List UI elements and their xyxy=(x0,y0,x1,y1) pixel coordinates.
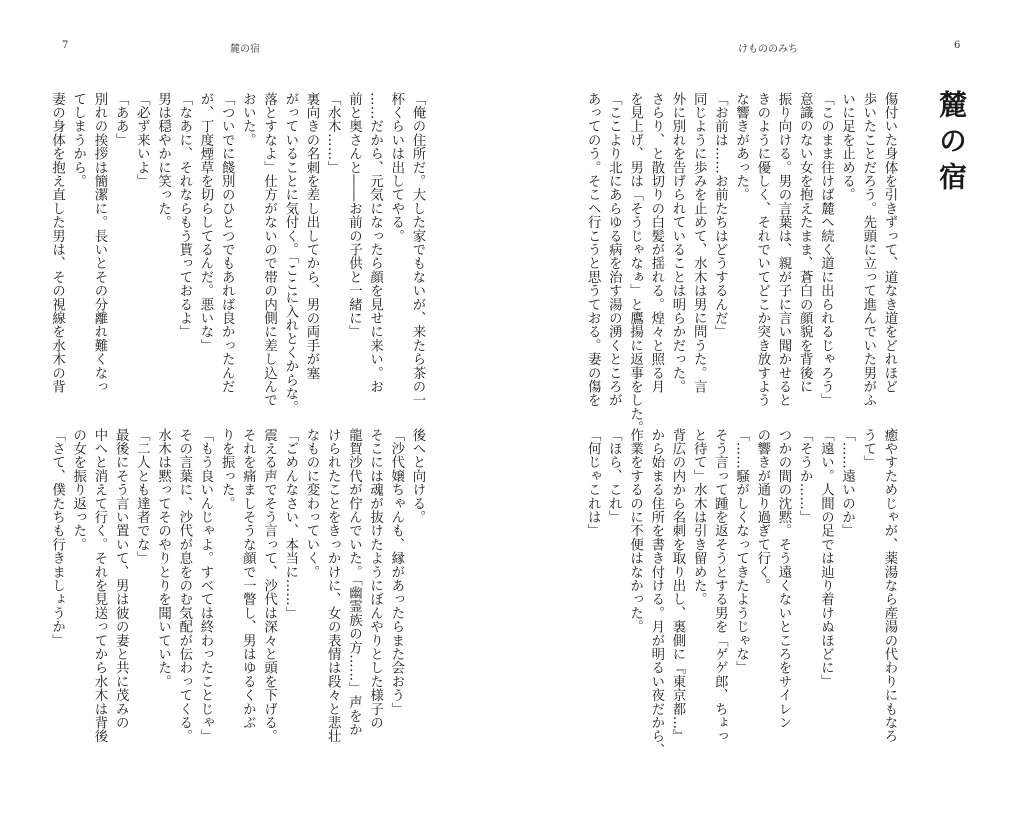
text-line: 「二人とも達者でな」 xyxy=(134,428,150,565)
text-line: 中へと消えて行く。それを見送ってから水木は背後 xyxy=(91,428,107,744)
text-line: 振り向ける。男の言葉は、親が子に言い聞かせると xyxy=(775,92,791,408)
text-line: 龍賀沙代が佇んでいた。「幽霊族の方……」声をか xyxy=(346,428,362,737)
text-line: 最後にそう言い置いて、男は彼の妻と共に茂みの xyxy=(113,428,129,730)
text-line: つかの間の沈黙。そう遠くないところをサイレン xyxy=(775,428,791,730)
text-line: 「必ず来いよ」 xyxy=(134,92,150,188)
text-line: な響きがあった。 xyxy=(733,92,749,202)
text-line: そこには魂が抜けたようにぼんやりとした様子の xyxy=(367,428,383,730)
text-line: 震える声でそう言って、沙代は深々と頭を下げる。 xyxy=(261,428,277,744)
text-line: 「ついでに餞別のひとつでもあれば良かったんだ xyxy=(219,92,235,394)
text-line: 「このまま往けば麓へ続く道に出られるじゃろう」 xyxy=(818,92,834,408)
text-line: から始まる住所を書き付ける。月が明るい夜だから、 xyxy=(648,428,664,757)
text-line: 「そうか……」 xyxy=(797,428,813,524)
text-line: 裏向きの名刺を差し出してから、男の両手が塞 xyxy=(303,92,319,380)
text-line: 「ここより北にあらゆる病を治す湯の湧くところが xyxy=(606,92,622,408)
left-page-upper-text xyxy=(0,92,428,415)
text-line: の響きが通り過ぎて行く。 xyxy=(754,428,770,593)
text-line: 「なあに、それならもう貰っておるよ」 xyxy=(176,92,192,339)
text-line: と待て」水木は引き留めた。 xyxy=(691,428,707,607)
text-line: いに足を止める。 xyxy=(839,92,855,202)
text-line: 後へと向ける。 xyxy=(410,428,425,524)
text-line: さらり、と散切りの白髪が揺れる。煌々と照る月 xyxy=(648,92,664,394)
page-number-left: 7 xyxy=(62,40,69,51)
text-line: 別れの挨拶は簡潔に。長いとその分離れ難くなっ xyxy=(91,92,107,394)
chapter-title: 麓の宿 xyxy=(935,90,968,198)
right-page-upper-text xyxy=(585,92,900,435)
text-line: 同じように歩みを止めて、水木は男に問うた。言 xyxy=(691,92,707,394)
text-line: 水木は黙ってそのやりとりを聞いていた。 xyxy=(155,428,171,689)
text-line: を見上げ、男は「そうじゃなぁ」と鷹揚に返事をした。 xyxy=(627,92,643,435)
text-line: 「水木……」 xyxy=(325,92,341,175)
text-line: 背広の内から名刺を取り出し、裏側に『東京都…』 xyxy=(669,428,685,744)
text-line: がっていることに気付く。「ここに入れとくからな。 xyxy=(282,92,298,415)
text-line: 「何じゃこれは」 xyxy=(585,428,601,538)
text-line: 外に別れを告げられていることは明らかだった。 xyxy=(669,92,685,394)
text-line: りを振った。 xyxy=(219,428,235,511)
text-line: 癒やすためじゃが、薬湯なら産湯の代わりにもなろ xyxy=(882,428,897,744)
text-line: 歩いたことだろう。先頭に立って進んでいた男がふ xyxy=(860,92,876,408)
text-line: あってのう。そこへ行こうと思うておる。妻の傷を xyxy=(585,92,601,408)
text-line: の女を振り返った。 xyxy=(70,428,86,552)
text-line: 杯くらいは出してやる。 xyxy=(388,92,404,243)
text-line: 「お前は……お前たちはどうするんだ」 xyxy=(712,92,728,339)
text-line: 男は穏やかに笑った。 xyxy=(155,92,171,229)
right-page-lower-text xyxy=(585,428,900,758)
text-line: 傷付いた身体を引きずって、道なき道をどれほど xyxy=(882,92,897,394)
text-line: 「俺の住所だ。大した家でもないが、来たら茶の一 xyxy=(410,92,425,408)
text-line: 前と奥さんと――お前の子供と一緒に」 xyxy=(346,92,362,339)
text-line: 「沙代嬢ちゃんも、縁があったらまた会おう」 xyxy=(388,428,404,716)
text-line: てしまうから。 xyxy=(70,92,86,188)
text-line: 「遠い。人間の足では辿り着けぬほどに」 xyxy=(818,428,834,689)
text-line: 「ごめんなさい、本当に……」 xyxy=(282,428,298,620)
text-line: 「もう良いんじゃよ。すべては終わったことじゃ」 xyxy=(197,428,213,744)
text-line: ……だから、元気になったら顔を見せに来い。お xyxy=(367,92,383,394)
text-line: 意識のない女を抱えたまま、蒼白の顔貌を背後に xyxy=(797,92,813,394)
text-line: 妻の身体を抱え直した男は、その視線を水木の背 xyxy=(49,92,65,394)
text-line: その言葉に、沙代が息をのむ気配が伝わってくる。 xyxy=(176,428,192,744)
left-page-lower-text xyxy=(0,428,428,758)
text-line: 「ほら、これ」 xyxy=(606,428,622,524)
text-line: 落とすなよ」仕方がないので帯の内側に差し込んで xyxy=(261,92,277,408)
text-line: けられたことをきっかけに、女の表情は段々と悲壮 xyxy=(325,428,341,744)
text-line: 「ああ」 xyxy=(113,92,129,147)
text-line: 「……騒がしくなってきたようじゃな」 xyxy=(733,428,749,675)
page-number-right: 6 xyxy=(954,40,961,51)
running-title-right: けもののみち xyxy=(738,44,798,55)
text-line: 「……遠いのか」 xyxy=(839,428,855,538)
running-title-left: 麓の宿 xyxy=(230,44,260,55)
text-line: 「さて、僕たちも行きましょうか」 xyxy=(49,428,65,648)
text-line: なものに変わっていく。 xyxy=(303,428,319,579)
text-line: 作業をするのに不便はなかった。 xyxy=(627,428,643,634)
text-line: うて」 xyxy=(860,428,876,470)
text-line: が、丁度煙草を切らしてるんだ。悪いな」 xyxy=(197,92,213,353)
text-line: それを痛ましそうな顔で一瞥し、男はゆるくかぶ xyxy=(240,428,256,730)
text-line: きのように優しく、それでいてどこか突き放すよう xyxy=(754,92,770,408)
text-line: そう言って踵を返そうとする男を「ゲゲ郎、ちょっ xyxy=(712,428,728,744)
text-line: おいた。 xyxy=(240,92,256,147)
